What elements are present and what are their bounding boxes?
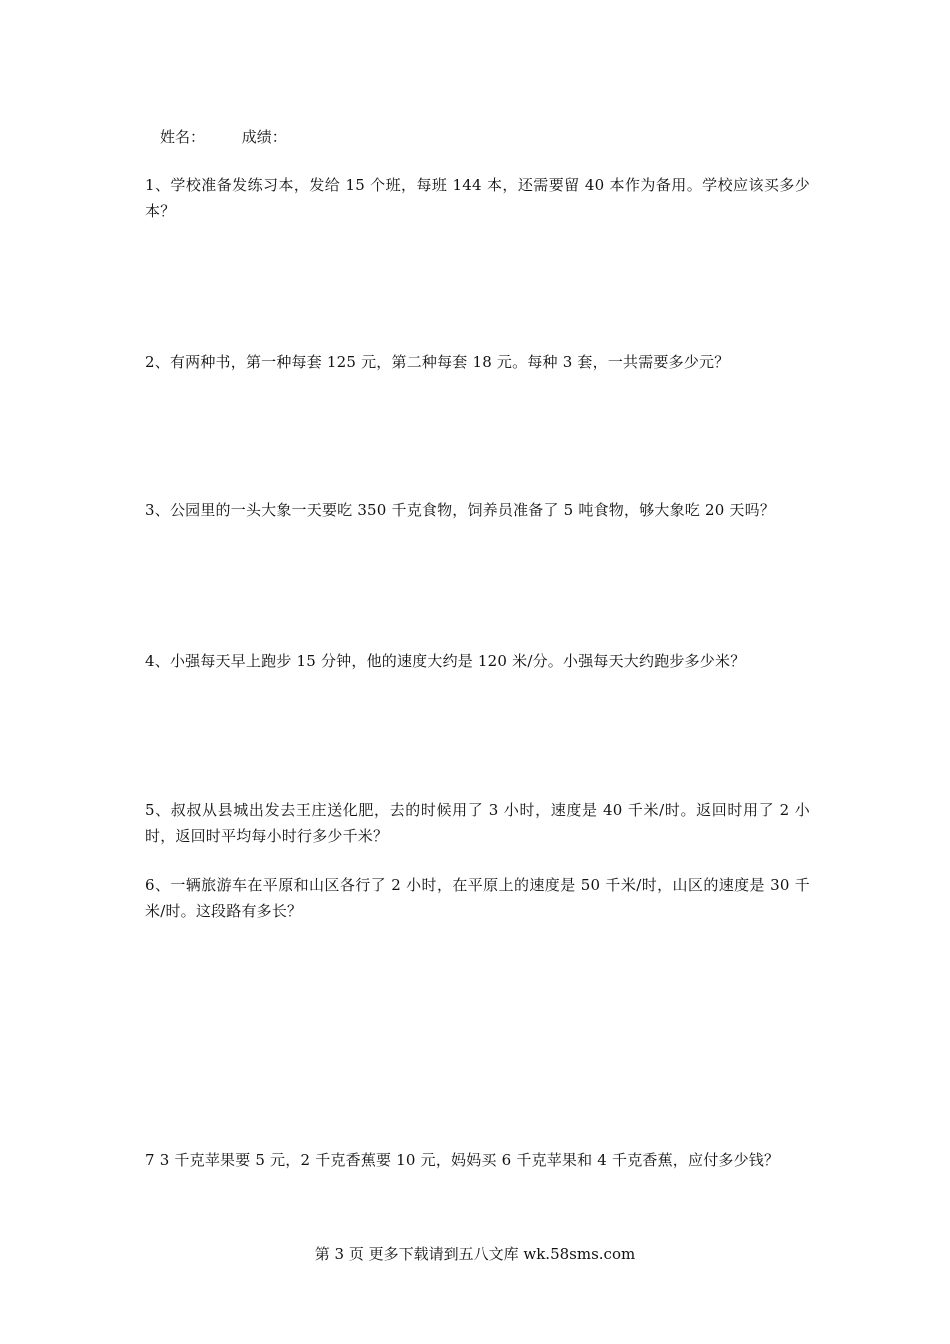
question-6: 6、一辆旅游车在平原和山区各行了 2 小时，在平原上的速度是 50 千米/时，山区的速度是 30 千米/时。这段路有多长？ bbox=[145, 876, 810, 920]
question-4: 4、小强每天早上跑步 15 分钟，他的速度大约是 120 米/分。小强每天大约跑步多少米？ bbox=[145, 652, 746, 670]
page-footer: 第 3 页 更多下载请到五八文库 wk.58sms.com bbox=[314, 1245, 636, 1263]
name-label: 姓名： bbox=[160, 128, 206, 146]
question-7: 7 3 千克苹果要 5 元，2 千克香蕉要 10 元，妈妈买 6 千克苹果和 4 千克香蕉，应付多少钱？ bbox=[145, 1151, 780, 1169]
question-3: 3、公园里的一头大象一天要吃 350 千克食物，饲养员准备了 5 吨食物，够大象吃 20 天吗？ bbox=[145, 501, 776, 519]
score-label: 成绩： bbox=[241, 128, 287, 146]
question-1: 1、学校准备发练习本，发给 15 个班，每班 144 本，还需要留 40 本作为备用。学校应该买多少本？ bbox=[145, 176, 810, 220]
question-5: 5、叔叔从县城出发去王庄送化肥，去的时候用了 3 小时，速度是 40 千米/时。返回时用了 2 小时，返回时平均每小时行多少千米？ bbox=[145, 801, 810, 845]
question-2: 2、有两种书，第一种每套 125 元，第二种每套 18 元。每种 3 套，一共需要多少元？ bbox=[145, 353, 730, 371]
student-info-line bbox=[160, 127, 287, 147]
